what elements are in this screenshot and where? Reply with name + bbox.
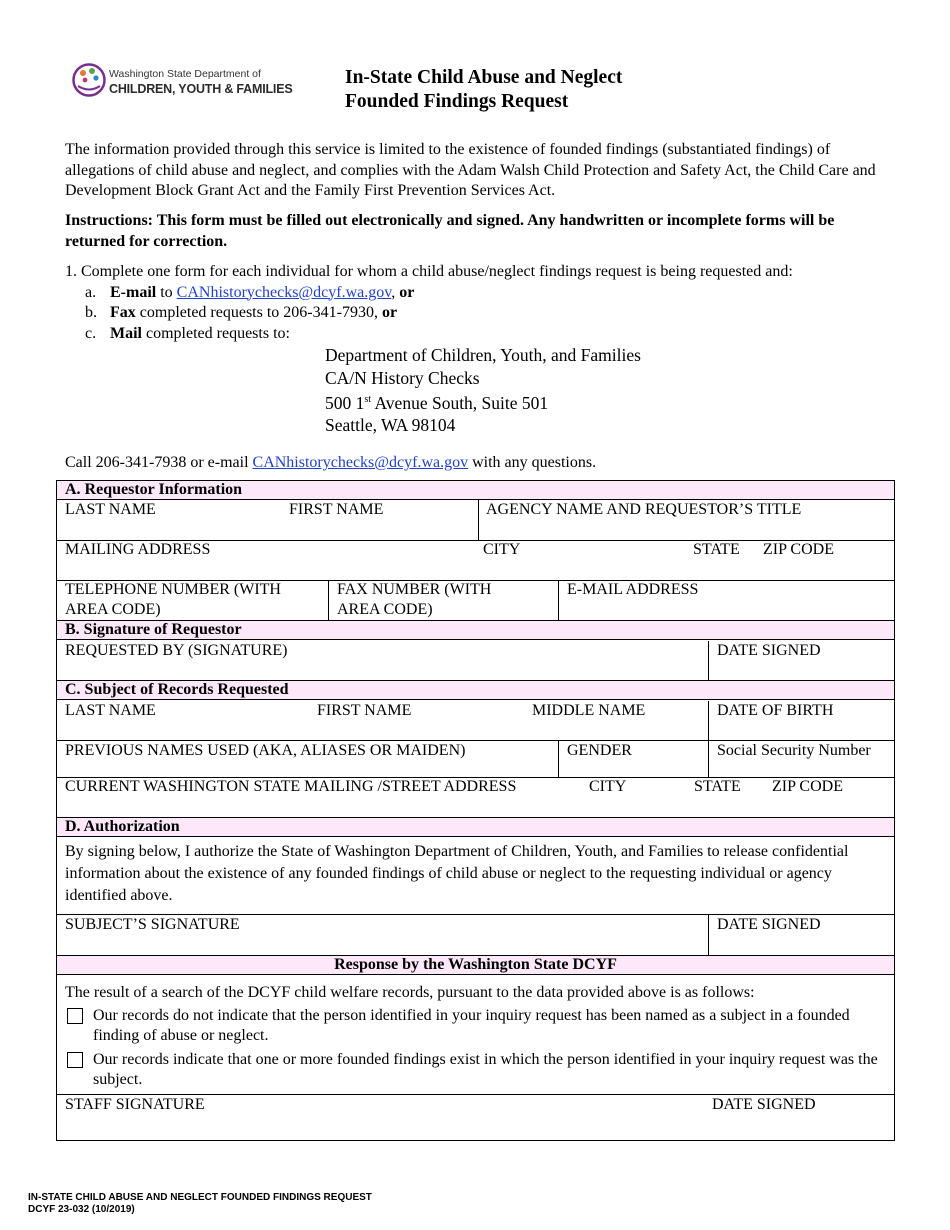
submission-steps bbox=[65, 262, 895, 344]
step-a-comma: , bbox=[391, 283, 396, 301]
address-line-1: Department of Children, Youth, and Families bbox=[325, 345, 641, 365]
telephone-label-1: TELEPHONE NUMBER (WITH bbox=[65, 581, 281, 598]
address-line-4: Seattle, WA 98104 bbox=[325, 415, 456, 436]
step-a-to: to bbox=[160, 283, 173, 301]
divider bbox=[708, 641, 709, 681]
findings-exist-text: Our records indicate that one or more founded findings exist in which the person identified in your inquiry request was the subject. bbox=[93, 1051, 878, 1088]
section-d-header: D. Authorization bbox=[57, 818, 894, 837]
dcyf-logo bbox=[72, 62, 293, 102]
response-intro: The result of a search of the DCYF child welfare records, pursuant to the data provided above is as follows: bbox=[65, 984, 755, 1001]
subject-dob-field[interactable]: DATE OF BIRTH bbox=[717, 702, 834, 719]
current-address-field[interactable]: CURRENT WASHINGTON STATE MAILING /STREET ADDRESS bbox=[65, 778, 517, 795]
step-b-label: Fax bbox=[110, 304, 136, 321]
previous-names-field[interactable]: PREVIOUS NAMES USED (AKA, ALIASES OR MAIDEN) bbox=[65, 742, 466, 759]
intro-paragraph: The information provided through this service is limited to the existence of founded findings (substantiated findings) of allegations of child abuse and neglect, and complies with the Adam Walsh Child Protection and Safety Act, the Child Care and Development Block Grant Act and the Family First Prevention Services Act. bbox=[65, 141, 876, 199]
title-line-1: In-State Child Abuse and Neglect bbox=[345, 67, 623, 88]
address-line-3-sup: st bbox=[364, 394, 372, 405]
staff-date-signed-field[interactable]: DATE SIGNED bbox=[712, 1096, 816, 1113]
requestor-first-name-field[interactable]: FIRST NAME bbox=[289, 501, 384, 518]
subject-middle-name-field[interactable]: MIDDLE NAME bbox=[532, 702, 646, 719]
staff-signature-field[interactable]: STAFF SIGNATURE bbox=[65, 1096, 205, 1113]
divider bbox=[478, 500, 479, 540]
step-1 bbox=[65, 262, 895, 283]
fax-label-2: AREA CODE) bbox=[337, 601, 433, 618]
requestor-state-field[interactable]: STATE bbox=[693, 541, 740, 558]
contact-line bbox=[65, 454, 596, 472]
address-line-3 bbox=[325, 389, 641, 414]
telephone-field[interactable] bbox=[65, 580, 281, 620]
response-header: Response by the Washington State DCYF bbox=[57, 956, 894, 975]
requestor-last-name-field[interactable]: LAST NAME bbox=[65, 501, 156, 518]
contact-email-link[interactable]: CANhistorychecks@dcyf.wa.gov bbox=[252, 454, 469, 471]
step-1-number: 1. bbox=[65, 263, 77, 280]
step-a bbox=[65, 283, 895, 304]
step-b-text: completed requests to 206-341-7930, bbox=[139, 304, 378, 321]
fax-label-1: FAX NUMBER (WITH bbox=[337, 581, 492, 598]
dcyf-emblem-icon bbox=[72, 62, 106, 98]
request-form bbox=[56, 480, 895, 1141]
instructions-paragraph: Instructions: This form must be filled out electronically and signed. Any handwritten or incomplete forms will be returned for correction. bbox=[65, 212, 835, 250]
section-c-header: C. Subject of Records Requested bbox=[57, 681, 894, 700]
address-line-3-pre: 500 1 bbox=[325, 392, 365, 413]
step-1-text: Complete one form for each individual for whom a child abuse/neglect findings request is being requested and: bbox=[81, 263, 793, 280]
address-line-3-post: Avenue South, Suite 501 bbox=[371, 392, 549, 413]
subject-first-name-field[interactable]: FIRST NAME bbox=[317, 702, 412, 719]
step-b-marker: b. bbox=[85, 304, 97, 321]
authorization-text: By signing below, I authorize the State of Washington Department of Children, Youth, and Families to release confidential information about the existence of any founded findings of child abuse or neglect to the requesting individual or agency identified above. bbox=[65, 843, 849, 904]
contact-post: with any questions. bbox=[472, 454, 597, 471]
agency-title-field[interactable]: AGENCY NAME AND REQUESTOR’S TITLE bbox=[486, 501, 802, 518]
no-findings-checkbox[interactable] bbox=[67, 1008, 83, 1024]
subject-zip-field[interactable]: ZIP CODE bbox=[772, 778, 843, 795]
step-b bbox=[65, 303, 895, 324]
divider bbox=[328, 580, 329, 620]
fax-field[interactable] bbox=[337, 580, 491, 620]
step-c-marker: c. bbox=[85, 324, 97, 342]
divider bbox=[558, 741, 559, 777]
logo-line-1: Washington State Department of bbox=[109, 68, 261, 80]
form-footer bbox=[28, 1192, 372, 1216]
subject-state-field[interactable]: STATE bbox=[694, 778, 741, 795]
logo-line-2: CHILDREN, YOUTH & FAMILIES bbox=[109, 82, 293, 96]
email-link[interactable]: CANhistorychecks@dcyf.wa.gov bbox=[176, 283, 392, 301]
divider bbox=[558, 580, 559, 620]
step-c-label: Mail bbox=[110, 324, 142, 342]
ssn-field[interactable]: Social Security Number bbox=[717, 742, 871, 759]
email-address-field[interactable]: E-MAIL ADDRESS bbox=[567, 581, 699, 598]
requestor-date-signed-field[interactable]: DATE SIGNED bbox=[717, 642, 821, 659]
requestor-city-field[interactable]: CITY bbox=[483, 541, 521, 558]
divider bbox=[708, 741, 709, 777]
step-a-or: or bbox=[399, 283, 415, 301]
divider bbox=[708, 915, 709, 955]
requestor-zip-field[interactable]: ZIP CODE bbox=[763, 541, 834, 558]
subject-signature-field[interactable]: SUBJECT’S SIGNATURE bbox=[65, 916, 240, 933]
section-a-header: A. Requestor Information bbox=[57, 481, 894, 500]
subject-city-field[interactable]: CITY bbox=[589, 778, 627, 795]
findings-exist-checkbox[interactable] bbox=[67, 1052, 83, 1068]
footer-form-number: DCYF 23-032 (10/2019) bbox=[28, 1204, 135, 1215]
title-line-2: Founded Findings Request bbox=[345, 91, 569, 112]
footer-form-title: IN-STATE CHILD ABUSE AND NEGLECT FOUNDED FINDINGS REQUEST bbox=[28, 1192, 372, 1203]
gender-field[interactable]: GENDER bbox=[567, 742, 632, 759]
section-b-header: B. Signature of Requestor bbox=[57, 621, 894, 640]
subject-date-signed-field[interactable]: DATE SIGNED bbox=[717, 916, 821, 933]
mailing-address bbox=[325, 344, 641, 437]
subject-last-name-field[interactable]: LAST NAME bbox=[65, 702, 156, 719]
step-c bbox=[65, 324, 895, 345]
divider bbox=[708, 701, 709, 741]
requestor-mailing-address-field[interactable]: MAILING ADDRESS bbox=[65, 541, 211, 558]
document-title bbox=[345, 66, 622, 114]
step-c-text: completed requests to: bbox=[146, 324, 290, 342]
step-a-marker: a. bbox=[85, 283, 97, 301]
address-line-2: CA/N History Checks bbox=[325, 367, 480, 388]
step-b-or: or bbox=[381, 304, 398, 321]
telephone-label-2: AREA CODE) bbox=[65, 601, 161, 618]
requestor-signature-field[interactable]: REQUESTED BY (SIGNATURE) bbox=[65, 642, 288, 659]
no-findings-text: Our records do not indicate that the person identified in your inquiry request has been named as a subject in a founded finding of abuse or neglect. bbox=[93, 1007, 850, 1044]
contact-pre: Call 206-341-7938 or e-mail bbox=[65, 454, 249, 471]
step-a-label: E-mail bbox=[110, 283, 157, 301]
